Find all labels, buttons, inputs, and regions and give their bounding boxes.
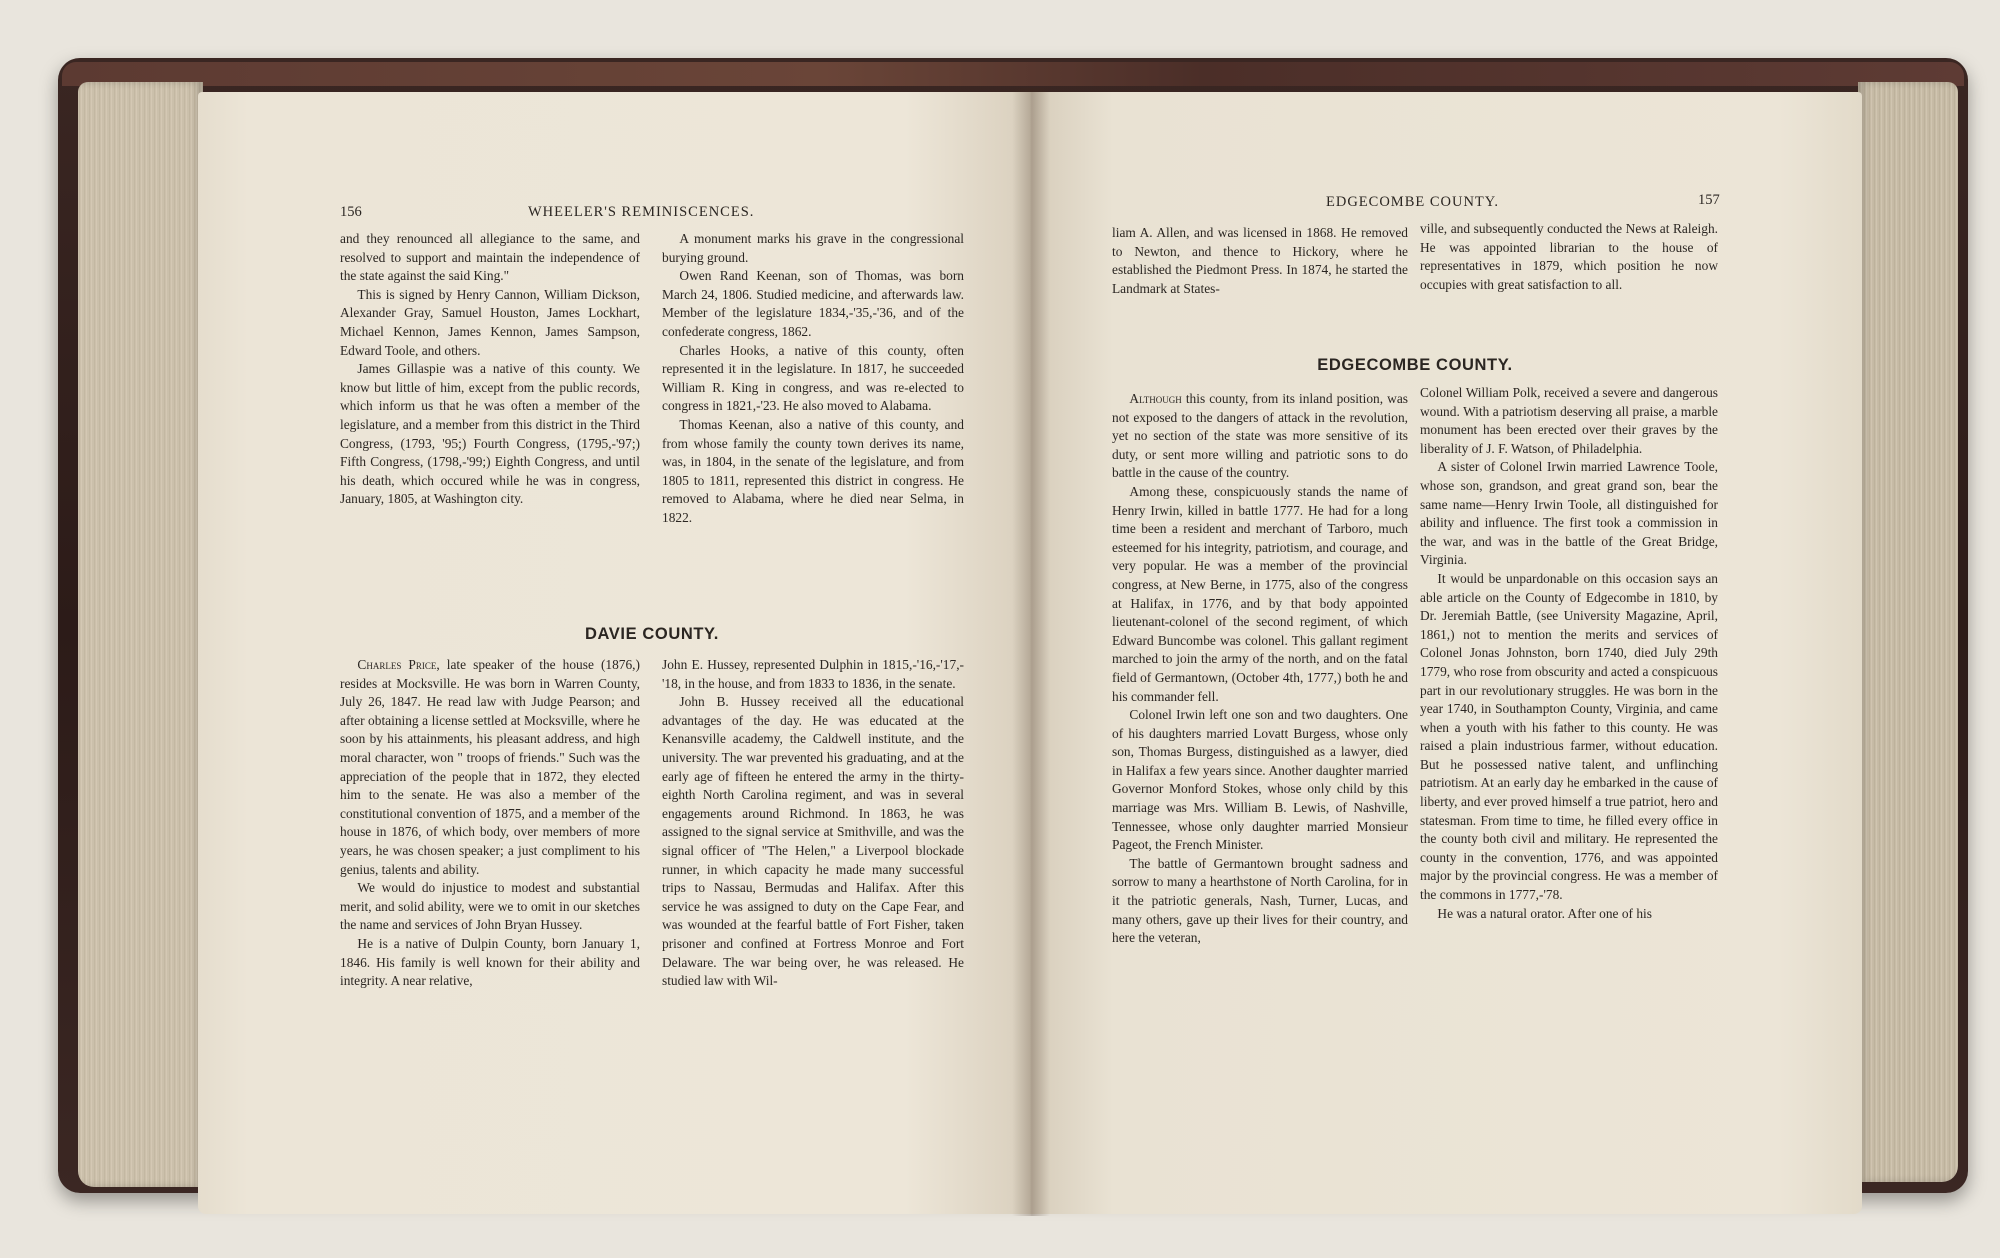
right-page xyxy=(1030,92,1862,1214)
paragraph: John B. Hussey received all the educational advantages of the day. He was educated at the Kenansville academy, the Caldwell institute, and the university. The war prevented his graduating, and at the early age of fifteen he entered the army in the thirty-eighth North Carolina regiment, and was in several engagements around Richmond. In 1863, he was assigned to the signal service at Smithville, and was the signal officer of "The Helen," a Liverpool blockade runner, in which capacity he made many successful trips to Nassau, Bermudas and Halifax. After this service he was assigned to duty on the Cape Fear, and was wounded at the fearful battle of Fort Fisher, taken prisoner and confined at Fortress Monroe and Fort Delaware. The war being over, he was released. He studied law with Wil- xyxy=(662,694,964,989)
lead-in-words: Although xyxy=(1129,391,1182,406)
paragraph: Thomas Keenan, also a native of this county, and from whose family the county town derives its name, was, in 1804, in the senate of the legislature, and from 1805 to 1811, represented this district in congress. He removed to Alabama, where he died near Selma, in 1822. xyxy=(662,416,964,525)
paragraph: liam A. Allen, and was licensed in 1868. He removed to Newton, and thence to Hickory, where he established the Piedmont Press. In 1874, he started the Landmark at States- xyxy=(1112,225,1408,296)
paragraph: Colonel William Polk, received a severe and dangerous wound. With a patriotism deserving all praise, a marble monument has been erected over their graves by the liberality of J. F. Watson, of Philadelphia. xyxy=(1420,385,1718,456)
paragraph: James Gillaspie was a native of this county. We know but little of him, except from the public records, which inform us that he was often a member of the legislature, and a member from this district in the Third Congress, (1793, '95;) Fourth Congress, (1795,-'97;) Fifth Congress, (1798,-'99;) Eighth Congress, and until his death, which occured while he was in congress, January, 1805, at Washington city. xyxy=(340,361,640,507)
left-top-column-2 xyxy=(662,230,964,528)
paragraph: Owen Rand Keenan, son of Thomas, was born March 24, 1806. Studied medicine, and afterwards law. Member of the legislature 1834,-'35,-'36, and of the confederate congress, 1862. xyxy=(662,268,964,339)
paragraph: Charles Hooks, a native of this county, often represented it in the legislature. In 1817, he succeeded William R. King in congress, and was re-elected to congress in 1821,-'23. He also moved to Alabama. xyxy=(662,342,964,414)
section-heading-edgecombe-county: EDGECOMBE COUNTY. xyxy=(1317,356,1513,374)
paragraph xyxy=(340,656,640,879)
left-bottom-column-2 xyxy=(662,656,964,991)
paragraph: Colonel Irwin left one son and two daughters. One of his daughters married Lovatt Burgess, whose only son, Thomas Burgess, distinguished as a lawyer, died in Halifax a few years since. Another daughter married Governor Monford Stokes, whose only child by this marriage was Mrs. William B. Lewis, of Nashville, Tennessee, whose only daughter married Monsieur Pageot, the French Minister. xyxy=(1112,707,1408,853)
book-gutter xyxy=(1012,88,1050,1216)
right-bottom-column-1 xyxy=(1112,390,1408,948)
right-top-column-2 xyxy=(1420,220,1718,294)
paragraph: Among these, conspicuously stands the name of Henry Irwin, killed in battle 1777. He had for a long time been a resident and merchant of Tarboro, much esteemed for his integrity, patriotism, and courage, and very popular. He was a member of the provincial congress, at New Berne, in 1775, also of the congress at Halifax, in 1776, and by that body appointed lieutenant-colonel of the second regiment, of which Edward Buncombe was colonel. This gallant regiment marched to join the army of the north, and on the fatal field of Germantown, (October 4th, 1777,) both he and his commander fell. xyxy=(1112,483,1408,704)
right-page-number: 157 xyxy=(1698,192,1720,208)
right-bottom-column-2 xyxy=(1420,384,1718,923)
right-top-column-1 xyxy=(1112,224,1408,298)
right-page-stack xyxy=(1858,82,1958,1182)
left-page xyxy=(198,92,1030,1214)
paragraph: ville, and subsequently conducted the News at Raleigh. He was appointed librarian to the house of representatives in 1879, which position he now occupies with great satisfaction to all. xyxy=(1420,221,1718,292)
book-cover-top-edge xyxy=(62,62,1964,86)
paragraph: The battle of Germantown brought sadness and sorrow to many a hearthstone of North Carolina, for in it the patriotic generals, Nash, Turner, Lucas, and many others, gave up their lives for their country, and here the veteran, xyxy=(1112,855,1408,946)
paragraph: It would be unpardonable on this occasion says an able article on the County of Edgecombe in 1810, by Dr. Jeremiah Battle, (see University Magazine, April, 1861,) not to mention the merits and services of Colonel Jonas Johnston, born 1740, died July 29th 1779, who rose from obscurity and acted a conspicuous part in our revolutionary struggles. He was born in the year 1740, in Southampton County, Virginia, and came when a youth with his father to this county. He was raised a plain industrious farmer, without education. But he possessed native talent, and unflinching patriotism. At an early day he embarked in the cause of liberty, and ever proved himself a true patriot, hero and statesman. From time to time, he filled every office in the county both civil and military. He represented the county in the convention, 1776, and was appointed major by the provincial congress. He was a member of the commons in 1777,-'78. xyxy=(1420,570,1718,903)
paragraph: We would do injustice to modest and substantial merit, and solid ability, were we to omit in our sketches the name and services of John Bryan Hussey. xyxy=(340,880,640,933)
paragraph: He is a native of Dulpin County, born January 1, 1846. His family is well known for their ability and integrity. A near relative, xyxy=(340,935,640,989)
paragraph: A sister of Colonel Irwin married Lawrence Toole, whose son, grandson, and great grand son, bear the same name—Henry Irwin Toole, all distinguished for ability and influence. The first took a commission in the war, and was in the battle of the Great Bridge, Virginia. xyxy=(1420,459,1718,568)
left-bottom-column-1 xyxy=(340,656,640,991)
paragraph: and they renounced all allegiance to the same, and resolved to support and maintain the independence of the state against the said King." xyxy=(340,231,640,284)
paragraph: John E. Hussey, represented Dulphin in 1815,-'16,-'17,-'18, in the house, and from 1833 to 1836, in the senate. xyxy=(662,657,964,691)
paragraph-text: this county, from its inland position, was not exposed to the dangers of attack in the revolution, yet no section of the state was more sensitive of its duty, or sent more willing and patriotic sons to do battle in the cause of the country. xyxy=(1112,391,1408,481)
left-page-number: 156 xyxy=(340,204,362,220)
left-top-column-1 xyxy=(340,230,640,509)
left-running-head: WHEELER'S REMINISCENCES. xyxy=(528,204,755,220)
paragraph: A monument marks his grave in the congressional burying ground. xyxy=(662,231,964,265)
section-heading-davie-county: DAVIE COUNTY. xyxy=(584,625,719,643)
paragraph: He was a natural orator. After one of his xyxy=(1437,905,1652,921)
lead-in-words: Charles Price, xyxy=(357,657,440,672)
paragraph xyxy=(1112,390,1408,483)
paragraph-text: late speaker of the house (1876,) resides at Mocksville. He was born in Warren County, July 26, 1847. He read law with Judge Pearson; and after obtaining a license settled at Mocksville, where he soon by his attainments, his pleasant address, and high moral character, won " troops of friends." Such was the appreciation of the people that in 1872, they elected him to the senate. He was also a member of the constitutional convention of 1875, and a member of the house in 1876, of which body, over members of more years, he was chosen speaker; a just compliment to his genius, talents and ability. xyxy=(340,657,640,877)
right-running-head: EDGECOMBE COUNTY. xyxy=(1326,194,1500,210)
left-page-stack xyxy=(78,82,203,1187)
paragraph: This is signed by Henry Cannon, William Dickson, Alexander Gray, Samuel Houston, James Lockhart, Michael Kennon, James Kennon, James Sampson, Edward Toole, and others. xyxy=(340,286,640,358)
